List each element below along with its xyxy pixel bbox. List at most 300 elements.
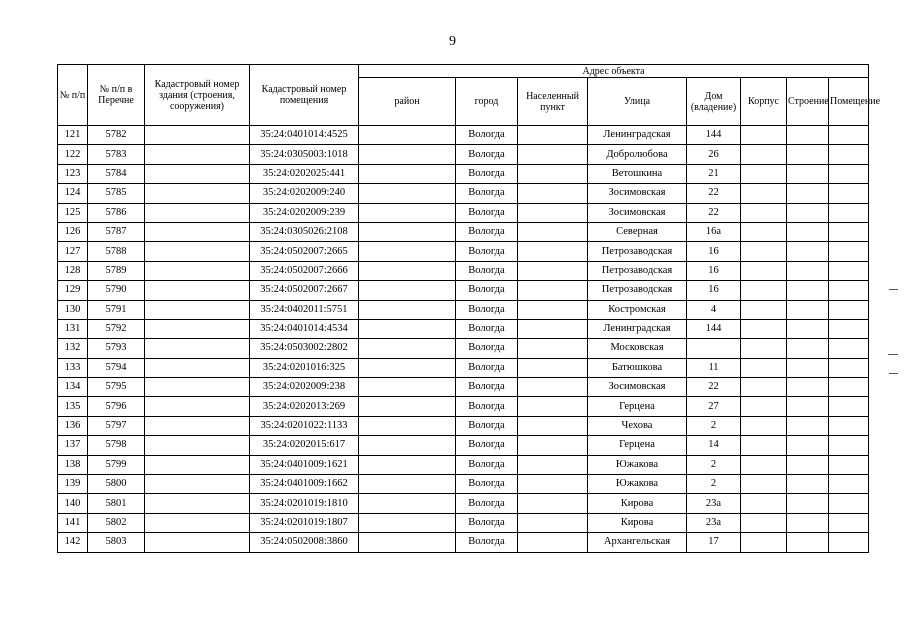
table-row [58,319,869,338]
col-header-street: Улица [588,78,687,126]
row-building [787,436,829,455]
row-settlement [518,494,588,513]
row-city: Вологда [456,145,518,164]
row-building [787,339,829,358]
row-room-cadastral: 35:24:0201016:325 [250,358,359,377]
row-district [359,184,456,203]
row-korpus [741,358,787,377]
row-building-cadastral [145,358,250,377]
row-building [787,203,829,222]
row-list-num: 5790 [88,281,145,300]
row-building-cadastral [145,281,250,300]
row-room [829,164,869,183]
row-num: 137 [58,436,88,455]
row-house: 2 [687,455,741,474]
row-city: Вологда [456,339,518,358]
row-list-num: 5803 [88,533,145,552]
row-list-num: 5791 [88,300,145,319]
table-row [58,475,869,494]
row-street: Московская [588,339,687,358]
row-city: Вологда [456,164,518,183]
row-settlement [518,300,588,319]
row-building-cadastral [145,436,250,455]
row-list-num: 5789 [88,261,145,280]
row-settlement [518,222,588,241]
row-settlement [518,184,588,203]
col-header-list-num: № п/п в Перечне [88,65,145,126]
row-building-cadastral [145,533,250,552]
row-room [829,358,869,377]
row-list-num: 5784 [88,164,145,183]
row-korpus [741,126,787,145]
row-num: 140 [58,494,88,513]
row-district [359,339,456,358]
row-building [787,222,829,241]
row-street: Петрозаводская [588,281,687,300]
row-room [829,281,869,300]
margin-mark [889,373,898,374]
row-list-num: 5787 [88,222,145,241]
col-header-address-group: Адрес объекта [359,65,869,78]
row-room [829,242,869,261]
row-street: Петрозаводская [588,242,687,261]
row-house: 26 [687,145,741,164]
row-building-cadastral [145,513,250,532]
row-district [359,513,456,532]
row-korpus [741,184,787,203]
table-row [58,494,869,513]
row-district [359,494,456,513]
table-row [58,436,869,455]
row-num: 142 [58,533,88,552]
row-building [787,455,829,474]
row-city: Вологда [456,358,518,377]
row-city: Вологда [456,397,518,416]
row-district [359,203,456,222]
row-city: Вологда [456,378,518,397]
row-room [829,339,869,358]
table-body [58,126,869,553]
row-house: 17 [687,533,741,552]
row-street: Зосимовская [588,203,687,222]
row-list-num: 5795 [88,378,145,397]
row-building-cadastral [145,416,250,435]
table-row [58,145,869,164]
row-district [359,416,456,435]
row-room-cadastral: 35:24:0202009:240 [250,184,359,203]
row-room [829,475,869,494]
row-num: 125 [58,203,88,222]
row-room-cadastral: 35:24:0401014:4525 [250,126,359,145]
row-building [787,397,829,416]
row-settlement [518,436,588,455]
row-room [829,378,869,397]
row-settlement [518,164,588,183]
row-korpus [741,319,787,338]
row-house [687,339,741,358]
row-district [359,397,456,416]
table-row [58,281,869,300]
row-house: 14 [687,436,741,455]
col-header-room-cadastral: Кадастровый номер помещения [250,65,359,126]
row-list-num: 5782 [88,126,145,145]
row-room-cadastral: 35:24:0401009:1621 [250,455,359,474]
row-street: Зосимовская [588,378,687,397]
row-num: 121 [58,126,88,145]
row-settlement [518,475,588,494]
row-building-cadastral [145,184,250,203]
row-list-num: 5796 [88,397,145,416]
row-korpus [741,455,787,474]
row-num: 139 [58,475,88,494]
row-street: Петрозаводская [588,261,687,280]
row-building-cadastral [145,222,250,241]
row-list-num: 5785 [88,184,145,203]
row-num: 135 [58,397,88,416]
table-row [58,513,869,532]
row-room-cadastral: 35:24:0202009:239 [250,203,359,222]
row-room-cadastral: 35:24:0401014:4534 [250,319,359,338]
table-row [58,242,869,261]
row-room-cadastral: 35:24:0202009:238 [250,378,359,397]
row-room-cadastral: 35:24:0305026:2108 [250,222,359,241]
row-street: Добролюбова [588,145,687,164]
row-city: Вологда [456,203,518,222]
row-list-num: 5783 [88,145,145,164]
row-house: 16 [687,242,741,261]
row-street: Герцена [588,436,687,455]
row-building-cadastral [145,145,250,164]
row-room [829,222,869,241]
row-building-cadastral [145,397,250,416]
row-settlement [518,455,588,474]
row-house: 23а [687,494,741,513]
row-street: Кирова [588,513,687,532]
table-row [58,203,869,222]
row-settlement [518,513,588,532]
row-settlement [518,145,588,164]
row-list-num: 5788 [88,242,145,261]
table-row [58,261,869,280]
row-room [829,513,869,532]
row-street: Северная [588,222,687,241]
col-header-num: № п/п [58,65,88,126]
row-list-num: 5802 [88,513,145,532]
row-korpus [741,475,787,494]
row-room-cadastral: 35:24:0202015:617 [250,436,359,455]
row-num: 127 [58,242,88,261]
row-city: Вологда [456,533,518,552]
table-row [58,339,869,358]
row-city: Вологда [456,475,518,494]
col-header-district: район [359,78,456,126]
table-row [58,358,869,377]
row-building-cadastral [145,494,250,513]
page-number: 9 [449,34,456,49]
table-row [58,416,869,435]
row-num: 132 [58,339,88,358]
table-row [58,300,869,319]
row-district [359,300,456,319]
row-house: 4 [687,300,741,319]
row-district [359,164,456,183]
row-korpus [741,222,787,241]
row-district [359,145,456,164]
row-street: Батюшкова [588,358,687,377]
row-city: Вологда [456,281,518,300]
row-building-cadastral [145,203,250,222]
row-building-cadastral [145,339,250,358]
row-city: Вологда [456,416,518,435]
row-house: 11 [687,358,741,377]
row-house: 27 [687,397,741,416]
row-num: 129 [58,281,88,300]
row-building-cadastral [145,261,250,280]
col-header-room: Помещение [829,78,869,126]
row-house: 16 [687,281,741,300]
table-row [58,397,869,416]
row-list-num: 5793 [88,339,145,358]
row-district [359,358,456,377]
row-district [359,126,456,145]
col-header-city: город [456,78,518,126]
row-room-cadastral: 35:24:0502007:2666 [250,261,359,280]
row-settlement [518,261,588,280]
row-num: 131 [58,319,88,338]
row-district [359,261,456,280]
row-district [359,436,456,455]
row-street: Ленинградская [588,126,687,145]
row-building [787,475,829,494]
row-building [787,300,829,319]
row-city: Вологда [456,300,518,319]
row-korpus [741,242,787,261]
table-row [58,164,869,183]
row-settlement [518,533,588,552]
row-num: 122 [58,145,88,164]
margin-mark [888,354,898,355]
row-house: 16 [687,261,741,280]
row-list-num: 5786 [88,203,145,222]
row-building [787,533,829,552]
row-city: Вологда [456,319,518,338]
row-settlement [518,126,588,145]
row-room [829,397,869,416]
row-korpus [741,513,787,532]
row-list-num: 5801 [88,494,145,513]
row-korpus [741,203,787,222]
row-house: 2 [687,416,741,435]
row-korpus [741,281,787,300]
row-building-cadastral [145,455,250,474]
row-num: 123 [58,164,88,183]
row-list-num: 5794 [88,358,145,377]
row-room [829,145,869,164]
row-building [787,184,829,203]
row-street: Южакова [588,475,687,494]
row-building [787,319,829,338]
row-house: 23а [687,513,741,532]
row-korpus [741,494,787,513]
row-settlement [518,281,588,300]
row-city: Вологда [456,513,518,532]
row-room [829,416,869,435]
row-room-cadastral: 35:24:0502007:2665 [250,242,359,261]
row-num: 141 [58,513,88,532]
row-city: Вологда [456,455,518,474]
row-settlement [518,242,588,261]
row-room-cadastral: 35:24:0305003:1018 [250,145,359,164]
col-header-house: Дом (владение) [687,78,741,126]
row-room [829,300,869,319]
row-korpus [741,533,787,552]
row-settlement [518,339,588,358]
row-room-cadastral: 35:24:0502007:2667 [250,281,359,300]
row-building [787,145,829,164]
row-building [787,164,829,183]
row-house: 21 [687,164,741,183]
row-korpus [741,261,787,280]
row-room-cadastral: 35:24:0401009:1662 [250,475,359,494]
row-house: 16а [687,222,741,241]
row-room-cadastral: 35:24:0202025:441 [250,164,359,183]
row-street: Герцена [588,397,687,416]
row-district [359,319,456,338]
table-row [58,533,869,552]
row-building [787,494,829,513]
row-city: Вологда [456,261,518,280]
row-settlement [518,358,588,377]
row-room [829,436,869,455]
row-room-cadastral: 35:24:0502008:3860 [250,533,359,552]
row-list-num: 5798 [88,436,145,455]
row-num: 124 [58,184,88,203]
row-building [787,242,829,261]
row-district [359,281,456,300]
row-num: 128 [58,261,88,280]
row-city: Вологда [456,436,518,455]
row-list-num: 5797 [88,416,145,435]
row-building [787,416,829,435]
row-room [829,184,869,203]
row-num: 138 [58,455,88,474]
row-room [829,126,869,145]
row-korpus [741,397,787,416]
table-row [58,378,869,397]
row-street: Костромская [588,300,687,319]
row-korpus [741,378,787,397]
row-building [787,513,829,532]
row-building-cadastral [145,475,250,494]
row-num: 126 [58,222,88,241]
row-building-cadastral [145,378,250,397]
row-district [359,378,456,397]
row-district [359,242,456,261]
col-header-settlement: Населенный пункт [518,78,588,126]
row-district [359,533,456,552]
row-list-num: 5792 [88,319,145,338]
col-header-korpus: Корпус [741,78,787,126]
row-num: 136 [58,416,88,435]
row-room-cadastral: 35:24:0503002:2802 [250,339,359,358]
row-room-cadastral: 35:24:0402011:5751 [250,300,359,319]
row-street: Архангельская [588,533,687,552]
col-header-building: Строение [787,78,829,126]
row-building-cadastral [145,319,250,338]
row-settlement [518,378,588,397]
row-street: Чехова [588,416,687,435]
row-room [829,533,869,552]
row-list-num: 5800 [88,475,145,494]
row-list-num: 5799 [88,455,145,474]
row-city: Вологда [456,184,518,203]
row-building [787,261,829,280]
row-building-cadastral [145,164,250,183]
row-korpus [741,145,787,164]
row-house: 144 [687,126,741,145]
table-row [58,222,869,241]
row-street: Кирова [588,494,687,513]
row-settlement [518,397,588,416]
row-street: Ленинградская [588,319,687,338]
row-city: Вологда [456,126,518,145]
row-num: 130 [58,300,88,319]
row-building [787,126,829,145]
row-city: Вологда [456,222,518,241]
row-street: Ветошкина [588,164,687,183]
row-building [787,281,829,300]
table-row [58,184,869,203]
row-korpus [741,164,787,183]
row-city: Вологда [456,494,518,513]
row-settlement [518,416,588,435]
row-house: 22 [687,184,741,203]
row-building [787,378,829,397]
row-house: 22 [687,203,741,222]
row-room-cadastral: 35:24:0202013:269 [250,397,359,416]
row-house: 2 [687,475,741,494]
row-building-cadastral [145,300,250,319]
table-row [58,455,869,474]
row-korpus [741,339,787,358]
row-settlement [518,203,588,222]
row-room [829,494,869,513]
row-district [359,475,456,494]
row-room-cadastral: 35:24:0201019:1807 [250,513,359,532]
margin-mark [889,289,898,290]
row-house: 144 [687,319,741,338]
row-settlement [518,319,588,338]
row-district [359,455,456,474]
row-korpus [741,436,787,455]
registry-table [57,64,881,553]
row-building-cadastral [145,126,250,145]
row-building-cadastral [145,242,250,261]
row-num: 133 [58,358,88,377]
row-house: 22 [687,378,741,397]
row-room [829,203,869,222]
row-room [829,261,869,280]
row-district [359,222,456,241]
col-header-building-cadastral: Кадастровый номер здания (строения, сооружения) [145,65,250,126]
row-city: Вологда [456,242,518,261]
row-korpus [741,416,787,435]
row-room [829,319,869,338]
table-row [58,126,869,145]
row-korpus [741,300,787,319]
row-room [829,455,869,474]
row-street: Зосимовская [588,184,687,203]
